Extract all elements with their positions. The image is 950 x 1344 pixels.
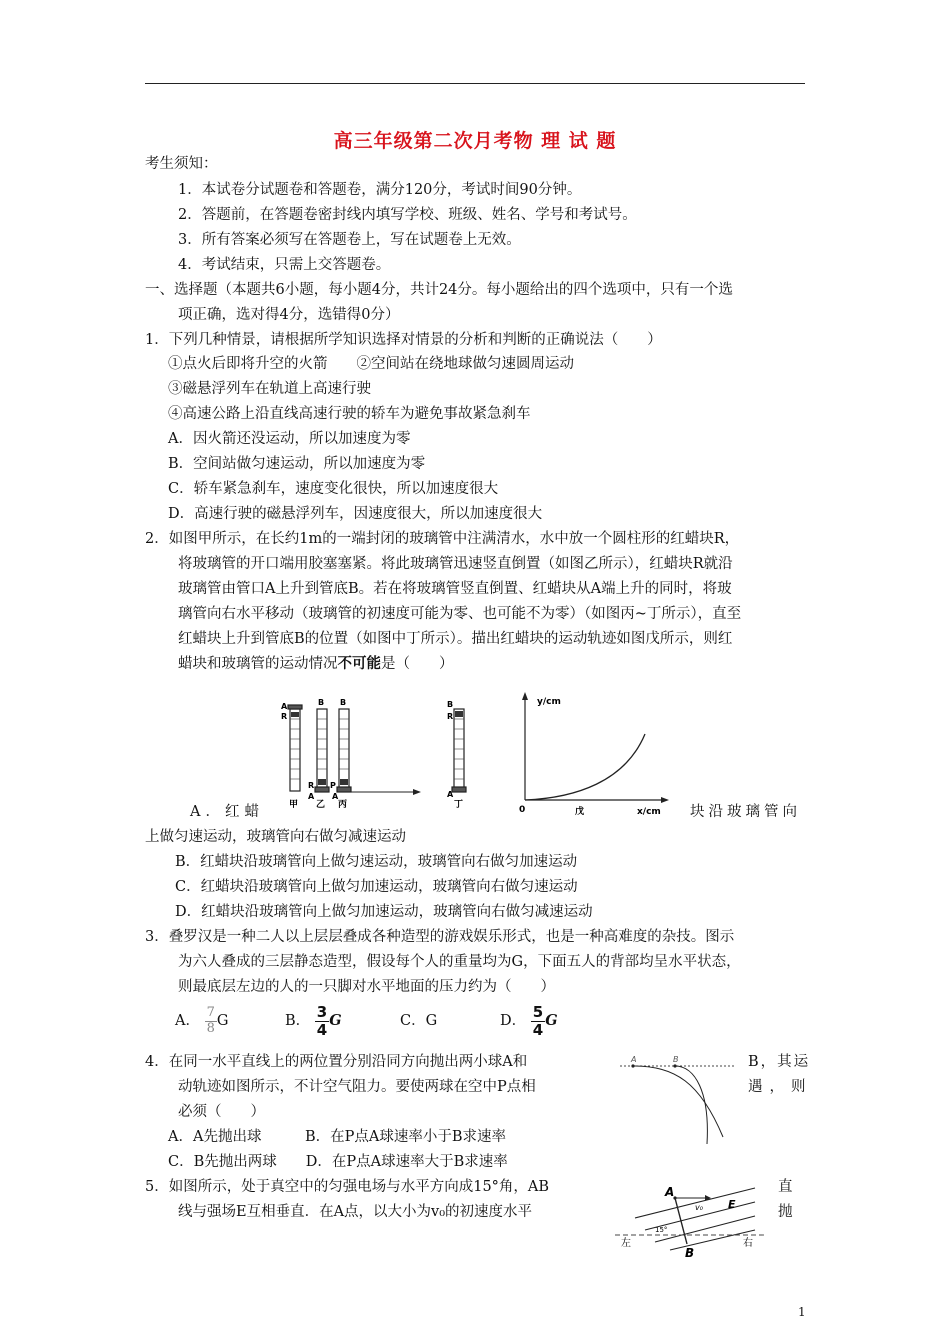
fraction [205, 1006, 217, 1036]
fraction [531, 1004, 545, 1038]
option-tail: G [545, 1012, 558, 1029]
numerator: 3 [316, 1003, 328, 1021]
notice-item: 4．考试结束，只需上交答题卷。 [178, 257, 391, 273]
q4-stem: 必须（ ） [178, 1104, 265, 1120]
q2-option-b: B．红蜡块沿玻璃管向上做匀速运动，玻璃管向右做匀加速运动 [175, 854, 578, 870]
q2-stem: 2．如图甲所示，在长约1m的一端封闭的玻璃管中注满清水，水中放一个圆柱形的红蜡块R， [145, 531, 740, 547]
q4-stem: 4．在同一水平直线上的两位置分别沿同方向抛出两小球A和 [145, 1054, 528, 1070]
q4-stem-right: 遇，则 [748, 1079, 813, 1095]
q4-stem-right: B，其运 [748, 1054, 811, 1070]
label-b: B [340, 698, 347, 707]
label-b: B [685, 1246, 695, 1260]
q4-stem: 动轨迹如图所示，不计空气阻力。要使两球在空中P点相 [178, 1079, 536, 1095]
label-left: 左 [621, 1238, 631, 1249]
label-p: P [330, 781, 336, 790]
label-b: B [673, 1055, 679, 1064]
denominator: 4 [532, 1020, 544, 1039]
q2-stem: 玻璃管由管口A上升到管底B。若在将玻璃管竖直倒置、红蜡块从A端上升的同时，将玻 [178, 581, 732, 597]
q4-options: A．A先抛出球 B．在P点A球速率小于B求速率 [168, 1129, 506, 1145]
section-heading: 一、选择题（本题共6小题，每小题4分，共计24分。每小题给出的四个选项中，只有一个选 [145, 282, 733, 298]
q2-stem-last [178, 652, 454, 673]
notice-item: 2．答题前，在答题卷密封线内填写学校、班级、姓名、学号和考试号。 [178, 207, 637, 223]
q2-option-a-left: A．红蜡 [190, 804, 264, 820]
q5-stem-right: 抛 [778, 1204, 793, 1220]
q3-option-b [285, 1000, 342, 1042]
label-e: E [728, 1198, 736, 1211]
q3-option-d [500, 1000, 558, 1042]
q1-option-c: C．轿车紧急刹车，速度变化很快，所以加速度很大 [168, 481, 499, 497]
q2-stem: 璃管向右水平移动（玻璃管的初速度可能为零、也可能不为零）（如图丙~丁所示），直至 [178, 606, 742, 622]
q2-option-a-right: 块沿玻璃管向 [690, 804, 801, 820]
q2-figure-tubes [275, 695, 425, 815]
label-jia: 甲 [289, 800, 299, 810]
label-a: A [308, 792, 315, 801]
q2-stem-text: 是（ ） [381, 656, 454, 672]
q3-stem: 则最底层左边的人的一只脚对水平地面的压力约为（ ） [178, 979, 555, 995]
q2-emphasis: 不可能 [337, 655, 381, 672]
denominator: 4 [316, 1020, 328, 1039]
q3-stem: 3．叠罗汉是一种二人以上层层叠成各种造型的游戏娱乐形式，也是一种高难度的杂技。图示 [145, 929, 735, 945]
q3-stem: 为六人叠成的三层静态造型，假设每个人的重量均为G，下面五人的背部均呈水平状态， [178, 954, 741, 970]
label-a: A [332, 792, 339, 801]
fraction [315, 1004, 329, 1038]
origin-label: 0 [519, 805, 526, 815]
notice-heading: 考生须知： [145, 156, 218, 172]
q1-option-d: D．高速行驶的磁悬浮列车，因速度很大，所以加速度很大 [168, 506, 543, 522]
tube-jia [288, 705, 302, 791]
label-r: R [447, 712, 454, 721]
label-r: R [308, 781, 315, 790]
q2-figure-graph [515, 690, 675, 818]
q2-stem: 将玻璃管的开口端用胶塞塞紧。将此玻璃管迅速竖直倒置（如图乙所示），红蜡块R就沿 [178, 556, 733, 572]
wax-block-icon [291, 712, 299, 717]
numerator: 5 [532, 1003, 544, 1021]
label-wu: 戊 [575, 807, 585, 817]
q3-option-a [175, 1000, 228, 1042]
q1-scenario: ①点火后即将升空的火箭 ②空间站在绕地球做匀速圆周运动 [168, 356, 574, 372]
q5-stem: 线与强场E互相垂直．在A点，以大小为v₀的初速度水平 [178, 1204, 533, 1220]
page-title: 高三年级第二次月考物 理 试 题 [333, 130, 617, 152]
x-axis-label: x/cm [637, 807, 661, 817]
q2-stem: 红蜡块上升到管底B的位置（如图中丁所示）。描出红蜡块的运动轨迹如图戊所示，则红 [178, 631, 733, 647]
q1-scenario: ④高速公路上沿直线高速行驶的轿车为避免事故紧急刹车 [168, 406, 531, 422]
label-bing: 丙 [338, 800, 348, 810]
label-v0: v₀ [695, 1203, 703, 1212]
q2-stem-text: 蜡块和玻璃管的运动情况 [178, 656, 338, 672]
q2-option-a-cont: 上做匀速运动，玻璃管向右做匀减速运动 [145, 829, 406, 845]
label-ding: 丁 [454, 800, 464, 810]
field-lines [635, 1188, 755, 1250]
y-axis-label: y/cm [537, 697, 561, 707]
numerator: 7 [206, 1005, 215, 1021]
label-yi: 乙 [316, 800, 326, 810]
page-number: 1 [798, 1305, 806, 1319]
q4-options: C．B先抛出两球 D．在P点A球速率大于B求速率 [168, 1154, 508, 1170]
option-label: D． [500, 1013, 527, 1029]
q2-figure-ding [440, 695, 480, 810]
header-rule [145, 83, 805, 84]
q1-scenario: ③磁悬浮列车在轨道上高速行驶 [168, 381, 371, 397]
q5-figure [615, 1180, 765, 1260]
q2-option-d: D．红蜡块沿玻璃管向上做匀加速运动，玻璃管向右做匀减速运动 [175, 904, 593, 920]
section-heading-cont: 项正确，选对得4分，选错得0分） [178, 307, 400, 323]
label-a: A [281, 702, 288, 711]
q2-option-c: C．红蜡块沿玻璃管向上做匀加速运动，玻璃管向右做匀速运动 [175, 879, 578, 895]
notice-item: 3．所有答案必须写在答题卷上，写在试题卷上无效。 [178, 232, 521, 248]
label-angle: 15° [655, 1226, 668, 1234]
q1-stem: 1．下列几种情景，请根据所学知识选择对情景的分析和判断的正确说法（ ） [145, 332, 662, 348]
q3-option-c: C．G [400, 1013, 438, 1029]
notice-item: 1．本试卷分试题卷和答题卷，满分120分，考试时间90分钟。 [178, 182, 582, 198]
option-label: A． [175, 1013, 200, 1029]
q5-stem-right: 直 [778, 1179, 793, 1195]
q4-figure [615, 1052, 745, 1147]
denominator: 8 [206, 1020, 215, 1036]
label-r: R [281, 712, 288, 721]
q5-stem: 5．如图所示，处于真空中的匀强电场与水平方向成15°角，AB [145, 1179, 550, 1195]
option-label: B． [285, 1013, 311, 1029]
label-b: B [447, 700, 454, 709]
label-a: A [631, 1055, 637, 1064]
label-b: B [318, 698, 325, 707]
q1-option-a: A．因火箭还没运动，所以加速度为零 [168, 431, 411, 447]
option-tail: G [329, 1012, 342, 1029]
label-a: A [665, 1185, 675, 1199]
label-right: 右 [743, 1238, 753, 1249]
label-a: A [447, 790, 454, 799]
q1-option-b: B．空间站做匀速运动，所以加速度为零 [168, 456, 426, 472]
option-tail: G [216, 1013, 229, 1029]
trajectory-curve [525, 734, 645, 800]
